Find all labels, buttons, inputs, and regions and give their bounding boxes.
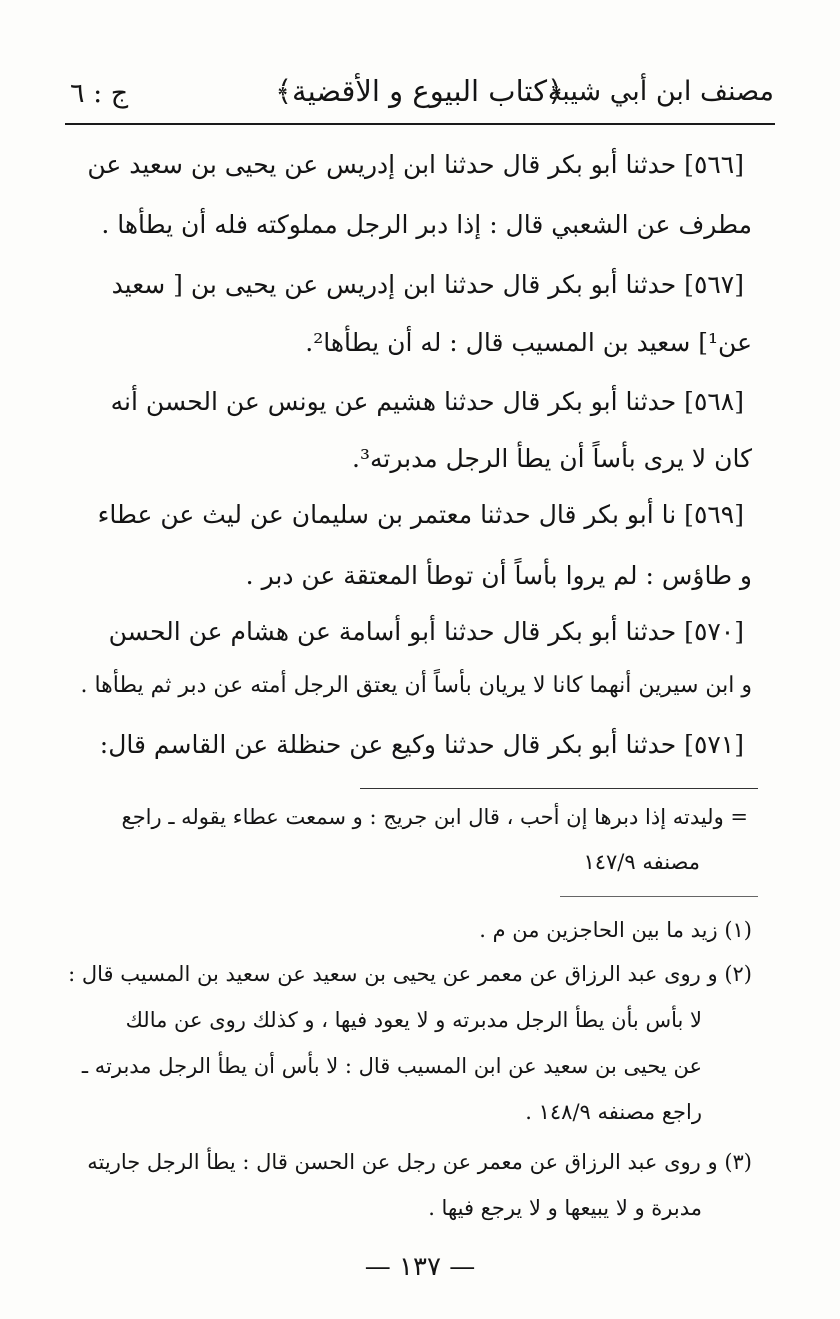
entry-566-line-2: مطرف عن الشعبي قال : إذا دبر الرجل مملوكته فله أن يطأها . — [101, 210, 752, 239]
footnote-3-line-1: (٣) و روى عبد الرزاق عن معمر عن رجل عن الحسن قال : يطأ الرجل جاريته — [87, 1150, 752, 1174]
entry-568-line-2: كان لا يرى بأساً أن يطأ الرجل مدبرته³. — [352, 444, 752, 473]
header-volume: ج : ٦ — [70, 78, 129, 109]
entry-566-line-1: [٥٦٦] حدثنا أبو بكر قال حدثنا ابن إدريس عن يحيى بن سعيد عن — [87, 150, 744, 179]
running-header — [62, 70, 774, 120]
header-chapter-title: ﴿كتاب البيوع و الأقضية﴾ — [275, 74, 564, 108]
footnote-separator — [360, 788, 758, 789]
entry-569-line-1: [٥٦٩] نا أبو بكر قال حدثنا معتمر بن سليمان عن ليث عن عطاء — [97, 500, 744, 529]
entry-570-line-2: و ابن سيرين أنهما كانا لا يريان بأساً أن يعتق الرجل أمته عن دبر ثم يطأها . — [80, 673, 752, 698]
footnote-3-line-2: مدبرة و لا يبيعها و لا يرجع فيها . — [428, 1196, 702, 1220]
entry-571-line-1: [٥٧١] حدثنا أبو بكر قال حدثنا وكيع عن حنظلة عن القاسم قال: — [99, 730, 744, 759]
entry-569-line-2: و طاؤس : لم يروا بأساً أن توطأ المعتقة عن دبر . — [245, 561, 752, 590]
footnote-2-line-2: لا بأس بأن يطأ الرجل مدبرته و لا يعود فيها ، و كذلك روى عن مالك — [125, 1008, 702, 1032]
header-rule — [65, 123, 775, 125]
page-number: — ١٣٧ — — [364, 1252, 476, 1282]
footnote-1-line-1: (١) زيد ما بين الحاجزين من م . — [479, 918, 752, 942]
entry-567-line-1: [٥٦٧] حدثنا أبو بكر قال حدثنا ابن إدريس عن يحيى بن [ سعيد — [111, 270, 744, 299]
entry-567-line-2: عن¹] سعيد بن المسيب قال : له أن يطأها². — [305, 328, 752, 357]
footnote-2-line-3: عن يحيى بن سعيد عن ابن المسيب قال : لا بأس أن يطأ الرجل مدبرته ـ — [81, 1054, 702, 1078]
carryover-note-line-1: = وليدته إذا دبرها إن أحب ، قال ابن جريج : و سمعت عطاء يقوله ـ راجع — [121, 805, 748, 829]
footnote-2-line-4: راجع مصنفه ١٤٨/٩ . — [525, 1100, 702, 1124]
carryover-note-line-2: مصنفه ١٤٧/٩ — [583, 850, 700, 874]
entry-568-line-1: [٥٦٨] حدثنا أبو بكر قال حدثنا هشيم عن يونس عن الحسن أنه — [110, 387, 744, 416]
entry-570-line-1: [٥٧٠] حدثنا أبو بكر قال حدثنا أبو أسامة عن هشام عن الحسن — [108, 617, 744, 646]
header-book-title: مصنف ابن أبي شيبة — [547, 76, 774, 107]
footnote-separator-short — [560, 896, 758, 897]
footnote-2-line-1: (٢) و روى عبد الرزاق عن معمر عن يحيى بن سعيد عن سعيد بن المسيب قال : — [68, 962, 752, 986]
